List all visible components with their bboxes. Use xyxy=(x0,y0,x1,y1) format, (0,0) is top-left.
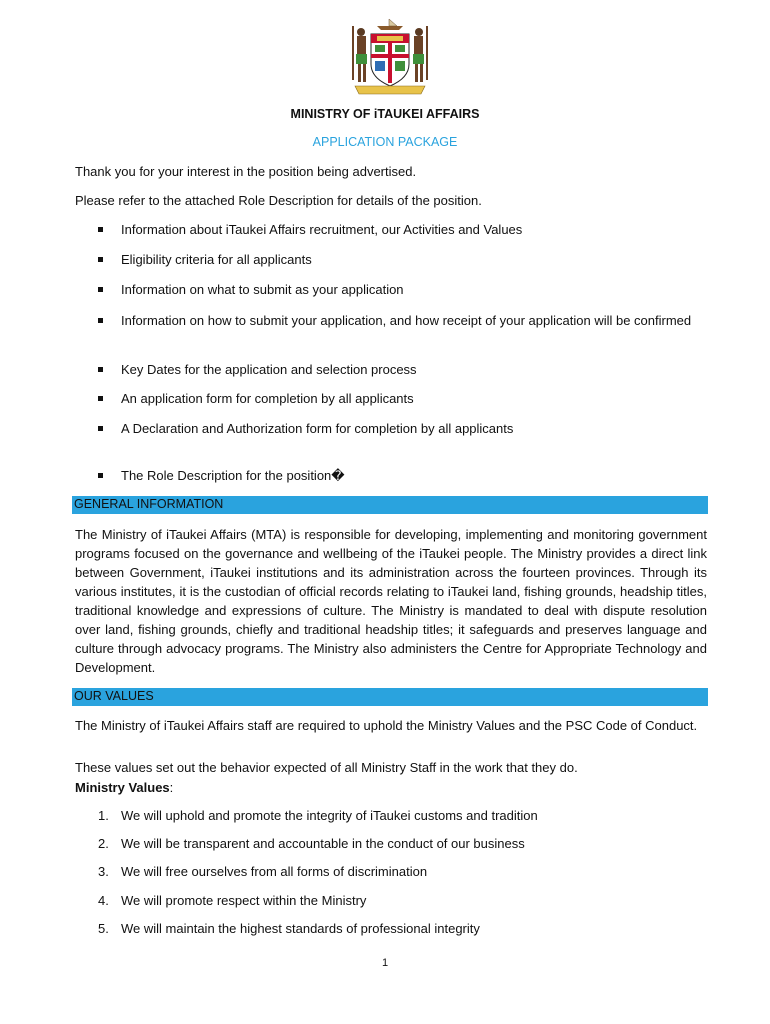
list-item xyxy=(98,419,698,439)
list-item xyxy=(98,360,698,380)
list-item-number: 4. xyxy=(98,893,109,908)
list-item-text: We will free ourselves from all forms of discrimination xyxy=(121,864,428,879)
our-values-heading-bar xyxy=(72,688,708,706)
ministry-values-label-colon: : xyxy=(169,780,174,795)
list-item-text: We will be transparent and accountable in the conduct of our business xyxy=(121,836,525,851)
list-item-text: Information on what to submit as your application xyxy=(121,282,404,297)
bullet-icon xyxy=(98,318,103,323)
our-values-heading: OUR VALUES xyxy=(74,689,154,703)
values-intro: The Ministry of iTaukei Affairs staff are required to uphold the Ministry Values and the PSC Code of Conduct. xyxy=(75,718,698,733)
list-item-text: The Role Description for the position� xyxy=(121,468,345,483)
list-item-number: 2. xyxy=(98,836,109,851)
list-item-text: A Declaration and Authorization form for completion by all applicants xyxy=(121,421,514,436)
list-item-text: We will promote respect within the Ministry xyxy=(121,893,367,908)
ministry-values-label xyxy=(75,778,707,797)
list-item-text: We will maintain the highest standards of professional integrity xyxy=(121,921,480,936)
list-item-text: Key Dates for the application and selection process xyxy=(121,362,417,377)
bullet-icon xyxy=(98,473,103,478)
list-item-number: 3. xyxy=(98,864,109,879)
bullet-icon xyxy=(98,396,103,401)
list-item xyxy=(98,389,698,409)
list-item xyxy=(98,220,698,240)
fiji-coat-of-arms-icon xyxy=(347,18,433,96)
list-item xyxy=(98,834,698,853)
general-information-heading-bar xyxy=(72,496,708,514)
list-item xyxy=(98,250,698,270)
intro-line-1: Thank you for your interest in the position being advertised. xyxy=(75,164,417,179)
list-item-text: Information about iTaukei Affairs recruitment, our Activities and Values xyxy=(121,222,523,237)
ministry-title: MINISTRY OF iTAUKEI AFFAIRS xyxy=(290,107,480,121)
general-information-body: The Ministry of iTaukei Affairs (MTA) is responsible for developing, implementing and monitoring government programs focused on the governance and wellbeing of the iTaukei people. The Ministry provides a direct link between Government, iTaukei institutions and its administration across the fourteen provinces. Through its various institutes, it is the custodian of official records relating to iTaukei land, fishing grounds, headship titles, traditional knowledge and expressions of culture. The Ministry is mandated to deal with dispute resolution over land, fishing grounds, chiefly and traditional headship titles; it safeguards and preserves language and culture through advocacy programs. The Ministry also administers the Centre for Appropriate Technology and Development. xyxy=(75,527,707,675)
list-item xyxy=(98,891,698,910)
list-item xyxy=(98,919,698,938)
list-item-text: We will uphold and promote the integrity of iTaukei customs and tradition xyxy=(121,808,538,823)
list-item xyxy=(98,280,698,300)
list-item-text: Eligibility criteria for all applicants xyxy=(121,252,312,267)
values-expectation: These values set out the behavior expected of all Ministry Staff in the work that they do. xyxy=(75,760,578,775)
list-item xyxy=(98,466,698,486)
ministry-values-label-text: Ministry Values xyxy=(75,780,170,795)
list-item xyxy=(98,862,698,881)
bullet-icon xyxy=(98,367,103,372)
list-item xyxy=(98,806,698,825)
bullet-icon xyxy=(98,426,103,431)
list-item xyxy=(98,311,698,331)
bullet-icon xyxy=(98,287,103,292)
bullet-icon xyxy=(98,257,103,262)
general-information-heading: GENERAL INFORMATION xyxy=(74,497,224,511)
list-item-text: An application form for completion by all applicants xyxy=(121,391,414,406)
intro-line-2: Please refer to the attached Role Description for details of the position. xyxy=(75,193,482,208)
list-item-number: 1. xyxy=(98,808,109,823)
list-item-text: Information on how to submit your application, and how receipt of your application will be confirmed xyxy=(121,313,692,328)
package-title: APPLICATION PACKAGE xyxy=(312,135,458,149)
bullet-icon xyxy=(98,227,103,232)
list-item-number: 5. xyxy=(98,921,109,936)
page-number: 1 xyxy=(381,957,389,969)
